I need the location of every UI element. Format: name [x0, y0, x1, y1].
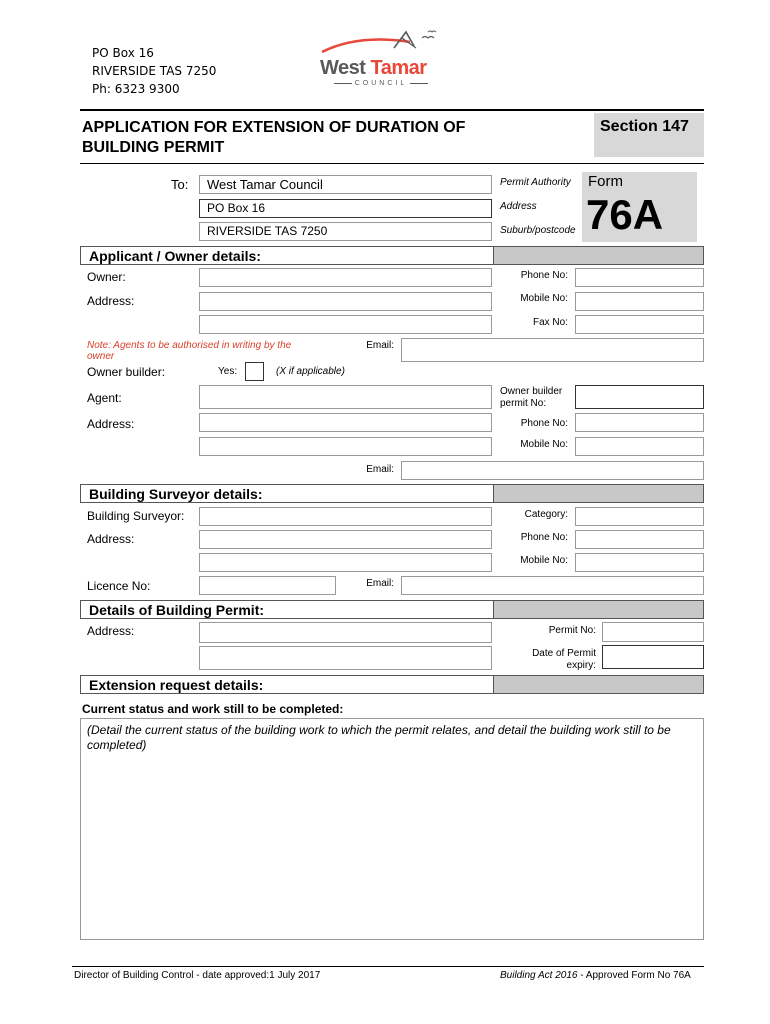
- agent-phone-label: Phone No:: [520, 418, 568, 429]
- surveyor-email-label: Email:: [366, 578, 394, 589]
- current-status-heading: Current status and work still to be completed:: [82, 702, 344, 716]
- council-phone: Ph: 6323 9300: [92, 82, 180, 96]
- surveyor-address-input-2[interactable]: [199, 553, 492, 572]
- permit-address-label: Address:: [87, 624, 135, 638]
- permit-address-input-1[interactable]: [199, 622, 492, 643]
- owner-builder-label: Owner builder:: [87, 365, 166, 379]
- owner-address-input-1[interactable]: [199, 292, 492, 311]
- footer-divider: [72, 966, 704, 967]
- permit-expiry-label-2: expiry:: [566, 660, 596, 671]
- to-address-side-label: Address: [500, 201, 537, 212]
- owner-mobile-label: Mobile No:: [520, 293, 568, 304]
- owner-address-label: Address:: [87, 294, 135, 308]
- agent-mobile-label: Mobile No:: [520, 439, 568, 450]
- to-address-field: [199, 199, 492, 218]
- suburb-postcode-label: Suburb/postcode: [500, 225, 576, 236]
- owner-address-input-2[interactable]: [199, 315, 492, 334]
- logo-sub-label: COUNCIL: [354, 80, 408, 87]
- council-address-line-1: PO Box 16: [92, 46, 154, 60]
- to-suburb-text: RIVERSIDE TAS 7250: [207, 224, 328, 238]
- surveyor-email-input[interactable]: [401, 576, 704, 595]
- owner-mobile-input[interactable]: [575, 292, 704, 311]
- owner-label: Owner:: [87, 270, 126, 284]
- title-divider: [80, 109, 704, 111]
- surveyor-phone-label: Phone No:: [520, 532, 568, 543]
- agent-address-label: Address:: [87, 417, 135, 431]
- permit-expiry-label-1: Date of Permit: [532, 648, 596, 659]
- surveyor-label: Building Surveyor:: [87, 509, 185, 523]
- owner-input[interactable]: [199, 268, 492, 287]
- licence-label: Licence No:: [87, 579, 151, 593]
- footer-form-reference: [500, 970, 691, 981]
- to-recipient-text: West Tamar Council: [207, 177, 323, 192]
- permit-number-input[interactable]: [602, 622, 704, 642]
- logo-name-text: West Tamar: [320, 57, 427, 79]
- owner-builder-yes-label: Yes:: [218, 366, 238, 377]
- surveyor-address-label: Address:: [87, 532, 135, 546]
- to-label: To:: [171, 177, 189, 192]
- permit-authority-label: Permit Authority: [500, 177, 571, 188]
- to-recipient-field: [199, 175, 492, 194]
- owner-phone-label: Phone No:: [520, 270, 568, 281]
- surveyor-address-input-1[interactable]: [199, 530, 492, 549]
- permit-section-bar: [80, 600, 494, 619]
- logo-name: [320, 57, 427, 80]
- extension-section-bar-fill: [494, 675, 704, 694]
- agent-email-label: Email:: [366, 464, 394, 475]
- permit-section-bar-fill: [494, 600, 704, 619]
- logo-sub-text: [326, 80, 436, 87]
- agent-address-input-2[interactable]: [199, 437, 492, 456]
- surveyor-section-bar: [80, 484, 494, 503]
- permit-heading: Details of Building Permit:: [89, 602, 265, 618]
- if-applicable-hint: (X if applicable): [276, 366, 345, 377]
- extension-section-bar: [80, 675, 494, 694]
- owner-builder-permit-label-1: Owner builder: [500, 386, 563, 397]
- title-divider-bottom: [80, 163, 704, 164]
- logo-swoosh-icon: [318, 28, 443, 60]
- extension-details-textarea[interactable]: [80, 718, 704, 940]
- owner-builder-checkbox[interactable]: [245, 362, 264, 381]
- applicant-section-bar-fill: [494, 246, 704, 265]
- extension-heading: Extension request details:: [89, 677, 264, 693]
- agent-phone-input[interactable]: [575, 413, 704, 432]
- surveyor-category-input[interactable]: [575, 507, 704, 526]
- footer-form-no: - Approved Form No 76A: [577, 970, 691, 981]
- agent-input[interactable]: [199, 385, 492, 409]
- surveyor-phone-input[interactable]: [575, 530, 704, 549]
- applicant-heading: Applicant / Owner details:: [89, 248, 261, 264]
- council-address-line-2: RIVERSIDE TAS 7250: [92, 64, 217, 78]
- owner-builder-permit-label-2: permit No:: [500, 398, 547, 409]
- surveyor-mobile-input[interactable]: [575, 553, 704, 572]
- permit-address-input-2[interactable]: [199, 646, 492, 670]
- page-title-line-1: APPLICATION FOR EXTENSION OF DURATION OF: [82, 119, 466, 136]
- agent-mobile-input[interactable]: [575, 437, 704, 456]
- surveyor-input[interactable]: [199, 507, 492, 526]
- surveyor-section-bar-fill: [494, 484, 704, 503]
- form-number: 76A: [586, 191, 664, 238]
- agent-email-input[interactable]: [401, 461, 704, 480]
- permit-expiry-input[interactable]: [602, 645, 704, 669]
- agent-address-input-1[interactable]: [199, 413, 492, 432]
- applicant-section-bar: [80, 246, 494, 265]
- owner-fax-input[interactable]: [575, 315, 704, 334]
- extension-instructions: (Detail the current status of the building work to which the permit relates, and detail the building work still to be completed): [87, 723, 671, 752]
- form-label: Form: [588, 173, 623, 190]
- owner-email-label: Email:: [366, 340, 394, 351]
- footer-approval: Director of Building Control - date approved:1 July 2017: [74, 970, 321, 981]
- owner-phone-input[interactable]: [575, 268, 704, 287]
- surveyor-mobile-label: Mobile No:: [520, 555, 568, 566]
- owner-email-input[interactable]: [401, 338, 704, 362]
- permit-number-label: Permit No:: [548, 625, 596, 636]
- agent-authorisation-note: Note: Agents to be authorised in writing by the owner: [87, 340, 292, 362]
- to-address-text: PO Box 16: [207, 201, 266, 215]
- to-suburb-field: [199, 222, 492, 241]
- council-logo: [318, 28, 443, 94]
- footer-act-name: Building Act 2016: [500, 970, 578, 981]
- section-label: Section 147: [600, 118, 689, 135]
- surveyor-heading: Building Surveyor details:: [89, 486, 263, 502]
- agent-label: Agent:: [87, 391, 122, 405]
- licence-input[interactable]: [199, 576, 336, 595]
- page-title-line-2: BUILDING PERMIT: [82, 139, 225, 156]
- surveyor-category-label: Category:: [524, 509, 568, 520]
- owner-builder-permit-input[interactable]: [575, 385, 704, 409]
- owner-fax-label: Fax No:: [532, 317, 568, 328]
